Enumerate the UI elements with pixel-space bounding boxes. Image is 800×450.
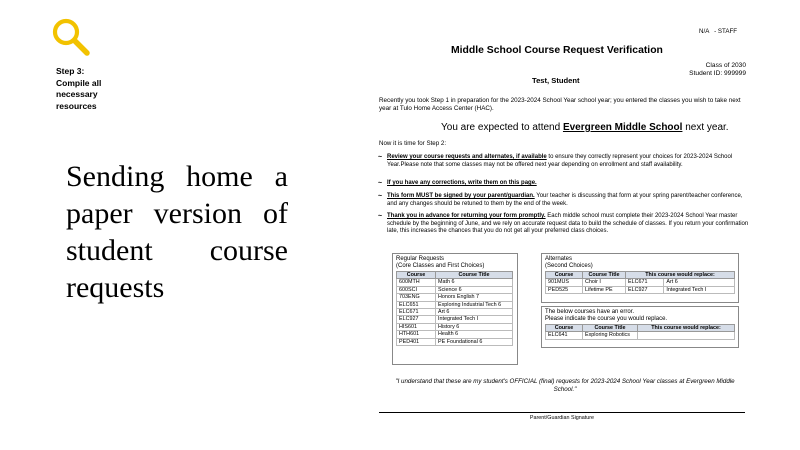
table-row: HTH601 Health 6: [397, 331, 513, 338]
class-of: Class of 2030: [705, 62, 746, 69]
error-courses-box: [541, 306, 739, 348]
step-label-line: resources: [56, 100, 97, 111]
magnifying-glass-icon: [50, 16, 92, 58]
intro-paragraph: Recently you took Step 1 in preparation for the 2023-2024 School Year school year; you entered the classes you wish to take next year at Tulo Home Access Center (HAC).: [379, 97, 741, 112]
bullet-item: ~ Thank you in advance for returning your form promptly. Each middle school must complete their 2023-2024 School Year master schedule by the beginning of June, and we rely on accurate request data to build the schedule of classes. If you return your confirmation late, this increases the chances that you do not get all your preferred class choices.: [378, 213, 749, 234]
signature-label: Parent/Guardian Signature: [529, 415, 595, 421]
attend-line: [441, 122, 729, 134]
column-header: This course would replace:: [626, 272, 735, 279]
table-row: HIS601 History 6: [397, 323, 513, 330]
slide-caption: Sending home a paper version of student course requests: [66, 160, 288, 304]
table-row: 600MTH Math 6: [397, 279, 513, 286]
step-label-line: Step 3:: [56, 66, 85, 76]
footer-statement: "I understand that these are my student's OFFICIAL (final) requests for 2023-2024 School Year classes at Evergreen Middle School.": [395, 378, 735, 393]
column-header: Course Title: [583, 272, 626, 279]
table-row: ELC671 Art 6: [397, 309, 513, 316]
attend-suffix: next year.: [685, 122, 729, 133]
table-row: 703ENG Honors English 7: [397, 294, 513, 301]
bullet-item: ~ Review your course requests and alternates, if available to ensure they correctly represent your choices for 2023-2024 School Year.Please note that some classes may not be offered next year depending on enrollment and staff availability.: [378, 154, 733, 168]
column-header: Course: [546, 325, 583, 332]
student-name: Test, Student: [532, 76, 580, 85]
bullet-item: ~ This form MUST be signed by your parent/guardian. Your teacher is discussing that form at your spring parent/teacher conference, and any changes should be retuned to them by the end of the week.: [378, 193, 743, 207]
column-header: Course: [546, 272, 583, 279]
box-title-line: Alternates: [545, 256, 573, 262]
step-label-line: Compile all: [56, 77, 102, 88]
table-row: PED401 PE Foundational 6: [397, 338, 513, 345]
signature-line: [379, 412, 745, 413]
step-label: [56, 66, 146, 112]
error-courses-table: [545, 324, 735, 340]
step-label-line: necessary: [56, 89, 98, 99]
column-header: Course Title: [436, 272, 513, 279]
table-row: 600SCI Science 6: [397, 286, 513, 293]
column-header: This course would replace:: [638, 325, 735, 332]
table-row: ELC651 Exploring Industrial Tech 6: [397, 301, 513, 308]
column-header: Course Title: [583, 325, 638, 332]
table-row: 901MUS Choir I ELC671 Art 6: [546, 279, 735, 286]
alternates-table: [545, 271, 735, 294]
bullet-item: ~ If you have any corrections, write them on this page.: [378, 180, 537, 187]
box-title-line: Regular Requests: [396, 256, 445, 262]
box-title-line: (Second Choices): [545, 263, 593, 269]
staff-marker: N/A - STAFF: [699, 28, 738, 35]
regular-requests-box: [392, 253, 518, 365]
table-row: ELC927 Integrated Tech I: [397, 316, 513, 323]
column-header: Course: [397, 272, 436, 279]
box-title-line: (Core Classes and First Choices): [396, 263, 485, 269]
table-row: PED525 Lifetime PE ELC927 Integrated Tech I: [546, 286, 735, 293]
attend-school: Evergreen Middle School: [562, 122, 683, 133]
student-id: Student ID: 999999: [689, 69, 746, 77]
box-title-line: Please indicate the course you would replace.: [545, 316, 668, 322]
box-title-line: The below courses have an error.: [545, 309, 635, 315]
regular-requests-table: [396, 271, 513, 346]
alternates-box: [541, 253, 739, 303]
attend-prefix: You are expected to attend: [441, 122, 561, 133]
course-request-document: [375, 26, 753, 426]
table-row: ELC641 Exploring Robotics: [546, 332, 735, 339]
document-title: Middle School Course Request Verification: [451, 45, 663, 56]
step-2-heading: Now it is time for Step 2:: [379, 140, 447, 147]
